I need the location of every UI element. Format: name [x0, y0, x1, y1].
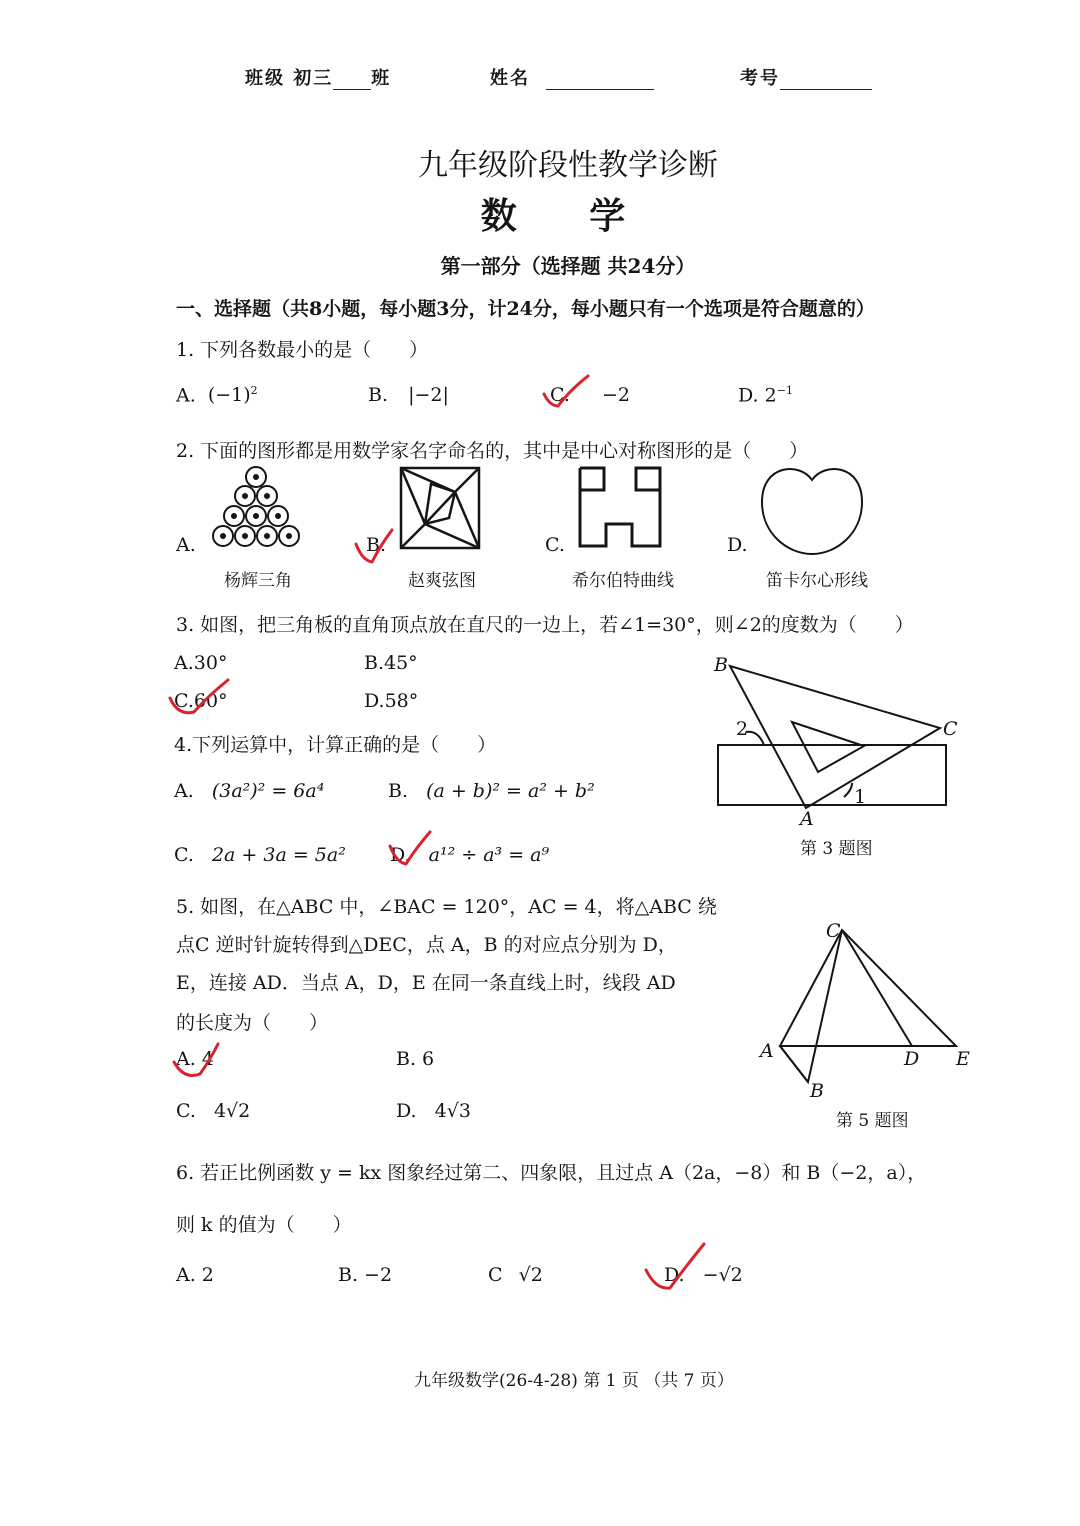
q4-b-label: B.: [388, 780, 409, 802]
q1-option-d: [738, 384, 793, 406]
q4-d-label: D.: [390, 844, 411, 866]
q4-stem: 4.下列运算中，计算正确的是（ ）: [174, 734, 497, 756]
class-suffix: 班: [371, 68, 392, 89]
q5-label-b: B: [810, 1080, 824, 1102]
q1-d-label: D. 2: [738, 384, 777, 407]
q4-c-label: C.: [174, 844, 194, 866]
q3-figure-caption: 第 3 题图: [800, 839, 873, 859]
class-label: 班级 初三: [245, 68, 334, 89]
q5-option-d: [396, 1100, 471, 1122]
q5-c-expr: 4√2: [213, 1100, 251, 1122]
q6-stem-line1: 6. 若正比例函数 y = kx 图象经过第二、四象限，且过点 A（2a，−8）和 B（−2，a），: [176, 1162, 927, 1184]
q3-option-b: B.45°: [364, 652, 418, 674]
q4-b-expr: (a + b)² = a² + b²: [426, 780, 595, 802]
q5-figure-caption: 第 5 题图: [836, 1111, 909, 1131]
class-blank: [333, 72, 371, 90]
q5-c-label: C.: [176, 1100, 196, 1122]
q4-d-expr: a¹² ÷ a³ = a⁹: [428, 844, 550, 866]
q2-stem: 2. 下面的图形都是用数学家名字命名的，其中是中心对称图形的是（ ）: [176, 440, 809, 462]
q4-option-a: [174, 780, 324, 802]
q3-option-c: C.60°: [174, 690, 228, 712]
exam-no-label: 考号: [740, 68, 780, 89]
q3-angle-2-label: 2: [736, 718, 749, 740]
q3-check-mark: [166, 676, 236, 720]
exam-no-blank: [780, 72, 872, 90]
q2-caption-a: 杨辉三角: [224, 571, 292, 591]
yanghui-triangle-figure: [206, 466, 306, 556]
q1-d-sup: −1: [776, 384, 793, 397]
zhaoshuang-diagram-figure: [399, 466, 481, 550]
q3-angle-1-label: 1: [854, 786, 867, 808]
q4-option-b: [388, 780, 595, 802]
q6-c-expr: √2: [518, 1264, 543, 1286]
q5-check-mark: [170, 1040, 226, 1082]
part1-heading: 第一部分（选择题 共24分）: [440, 254, 696, 278]
q5-stem-line4: 的长度为（ ）: [176, 1012, 329, 1034]
q1-a-label: A.: [176, 384, 196, 407]
q3-figure: [710, 650, 970, 830]
q5-label-c: C: [826, 920, 841, 942]
q1-b-label: B.: [368, 384, 389, 406]
q2-option-c: C.: [545, 534, 565, 556]
name-blank: [546, 72, 654, 90]
name-label: 姓名: [490, 68, 530, 89]
page-footer: 九年级数学(26-4-28) 第 1 页 （共 7 页）: [414, 1371, 734, 1391]
section-title: 一、选择题（共8小题，每小题3分，计24分，每小题只有一个选项是符合题意的）: [176, 298, 875, 320]
q6-option-a: A. 2: [176, 1264, 214, 1286]
q6-option-c: [488, 1264, 543, 1286]
q1-b-expr: |−2|: [408, 384, 449, 406]
q1-a-expr: (−1): [207, 384, 251, 407]
q5-stem-line1: 5. 如图，在△ABC 中，∠BAC = 120°，AC = 4，将△ABC 绕: [176, 896, 717, 918]
q3-label-c: C: [943, 718, 958, 740]
q6-check-mark: [642, 1240, 712, 1294]
q3-option-a: A.30°: [174, 652, 228, 674]
q4-option-c: [174, 844, 346, 866]
q4-c-expr: 2a + 3a = 5a²: [211, 844, 346, 866]
q2-option-d: D.: [727, 534, 748, 556]
q3-stem: 3. 如图，把三角板的直角顶点放在直尺的一边上，若∠1=30°，则∠2的度数为（ ）: [176, 614, 914, 636]
q1-c-expr: −2: [601, 384, 630, 406]
q5-stem-line3: E，连接 AD．当点 A，D，E 在同一条直线上时，线段 AD: [176, 972, 676, 994]
q5-label-a: A: [760, 1040, 774, 1062]
q2-caption-c: 希尔伯特曲线: [572, 571, 674, 591]
q1-stem: 1. 下列各数最小的是（ ）: [176, 339, 429, 361]
q2-check-mark: [352, 526, 400, 566]
q2-caption-b: 赵爽弦图: [408, 571, 476, 591]
subject-title: 数 学: [480, 195, 656, 237]
exam-title: 九年级阶段性教学诊断: [418, 148, 718, 183]
q4-check-mark: [386, 830, 438, 870]
q5-d-expr: 4√3: [434, 1100, 471, 1122]
q5-option-a: A. 4: [176, 1048, 214, 1070]
q1-c-label: C.: [550, 384, 570, 406]
q4-a-label: A.: [174, 780, 194, 802]
q5-figure: [760, 920, 980, 1100]
q6-d-label: D.: [664, 1264, 685, 1286]
q5-label-d: D: [904, 1048, 920, 1070]
class-field: [245, 64, 391, 90]
cardioid-figure: [760, 464, 864, 556]
hilbert-curve-figure: [576, 466, 666, 550]
q1-check-mark: [540, 372, 600, 412]
q1-a-sup: 2: [250, 384, 258, 397]
q3-label-a: A: [800, 808, 814, 830]
q3-option-d: D.58°: [364, 690, 419, 712]
q6-d-expr: −√2: [702, 1264, 743, 1286]
q1-option-b: [368, 384, 449, 406]
exam-no-field: [740, 64, 872, 90]
q6-c-label: C: [488, 1264, 503, 1286]
q4-a-expr: (3a²)² = 6a⁴: [211, 780, 325, 802]
q5-option-b: B. 6: [396, 1048, 435, 1070]
name-field: [490, 64, 654, 90]
q5-d-label: D.: [396, 1100, 417, 1122]
q5-stem-line2: 点C 逆时针旋转得到△DEC，点 A，B 的对应点分别为 D，: [176, 934, 677, 956]
q2-caption-d: 笛卡尔心形线: [766, 571, 868, 591]
q3-label-b: B: [714, 654, 728, 676]
q2-option-a: A.: [176, 534, 196, 556]
q5-label-e: E: [956, 1048, 970, 1070]
q6-stem-line2: 则 k 的值为（ ）: [176, 1214, 352, 1236]
q5-option-c: [176, 1100, 250, 1122]
q6-option-b: B. −2: [338, 1264, 393, 1286]
q1-option-a: [176, 384, 258, 406]
q2-option-b: B.: [366, 534, 387, 556]
